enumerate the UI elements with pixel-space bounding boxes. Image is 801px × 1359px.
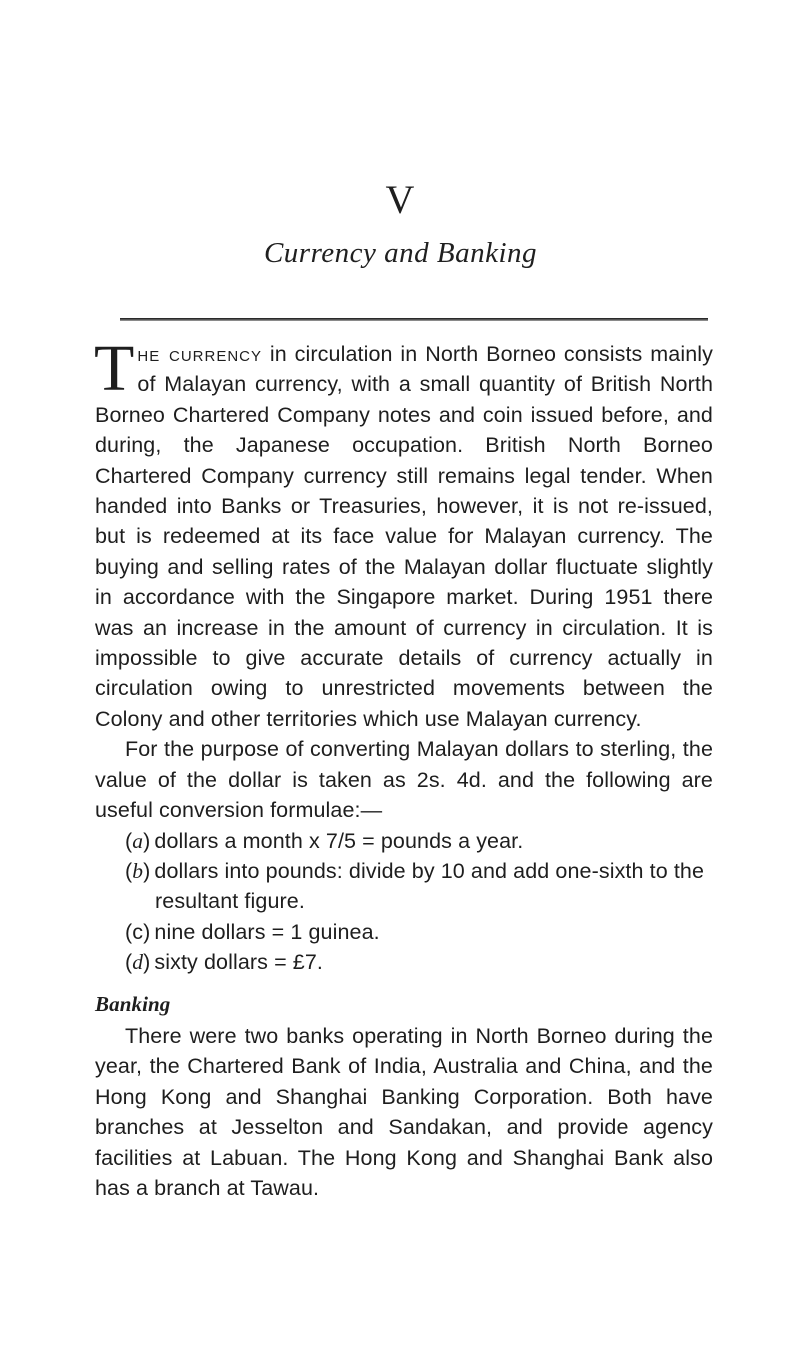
body-text bbox=[94, 332, 713, 1203]
list-marker: (b) bbox=[125, 858, 151, 883]
lead-in: he currency bbox=[137, 342, 263, 366]
title-rule bbox=[120, 318, 708, 321]
formulae-list bbox=[95, 826, 713, 978]
formula-text: nine dollars = 1 guinea. bbox=[154, 919, 380, 944]
list-item bbox=[95, 917, 713, 947]
list-item bbox=[95, 856, 713, 917]
chapter-title: Currency and Banking bbox=[263, 237, 538, 269]
formula-text: dollars a month x 7/5 = pounds a year. bbox=[154, 828, 524, 853]
list-item bbox=[95, 947, 713, 977]
list-item bbox=[95, 826, 713, 856]
conversion-paragraph: For the purpose of converting Malayan dollars to sterling, the value of the dollar is taken as 2s. 4d. and the following are useful conversion formulae:— bbox=[95, 737, 713, 823]
chapter-number: V bbox=[385, 177, 416, 222]
drop-cap: T bbox=[94, 332, 135, 405]
list-marker: (d) bbox=[125, 950, 151, 975]
formula-text: dollars into pounds: divide by 10 and add one-sixth to the resultant figure. bbox=[154, 858, 705, 914]
formula-text: sixty dollars = £7. bbox=[154, 950, 323, 975]
list-marker: (c) bbox=[125, 919, 151, 944]
section-heading-banking: Banking bbox=[95, 991, 171, 1016]
intro-text: in circulation in North Borneo consists mainly of Malayan currency, with a small quantity of British North Borneo Chartered Company notes and coin issued before, and during, the Japanese occupation. British North Borneo Chartered Company currency still remains legal tender. When handed into Banks or Treasuries, however, it is not re-issued, but is redeemed at its face value for Malayan currency. The buying and selling rates of the Malayan dollar fluctuate slightly in accordance with the Singapore market. During 1951 there was an increase in the amount of currency in circulation. It is impossible to give accurate details of currency actually in circulation owing to unrestricted movements between the Colony and other territories which use Malayan currency. bbox=[95, 342, 713, 731]
list-marker: (a) bbox=[125, 828, 151, 853]
intro-paragraph bbox=[94, 332, 713, 734]
banking-paragraph: There were two banks operating in North Borneo during the year, the Chartered Bank of India, Australia and China, and the Hong Kong and Shanghai Banking Corporation. Both have branches at Jesselton and Sandakan, and provide agency facilities at Labuan. The Hong Kong and Shanghai Bank also has a branch at Tawau. bbox=[95, 1023, 713, 1200]
